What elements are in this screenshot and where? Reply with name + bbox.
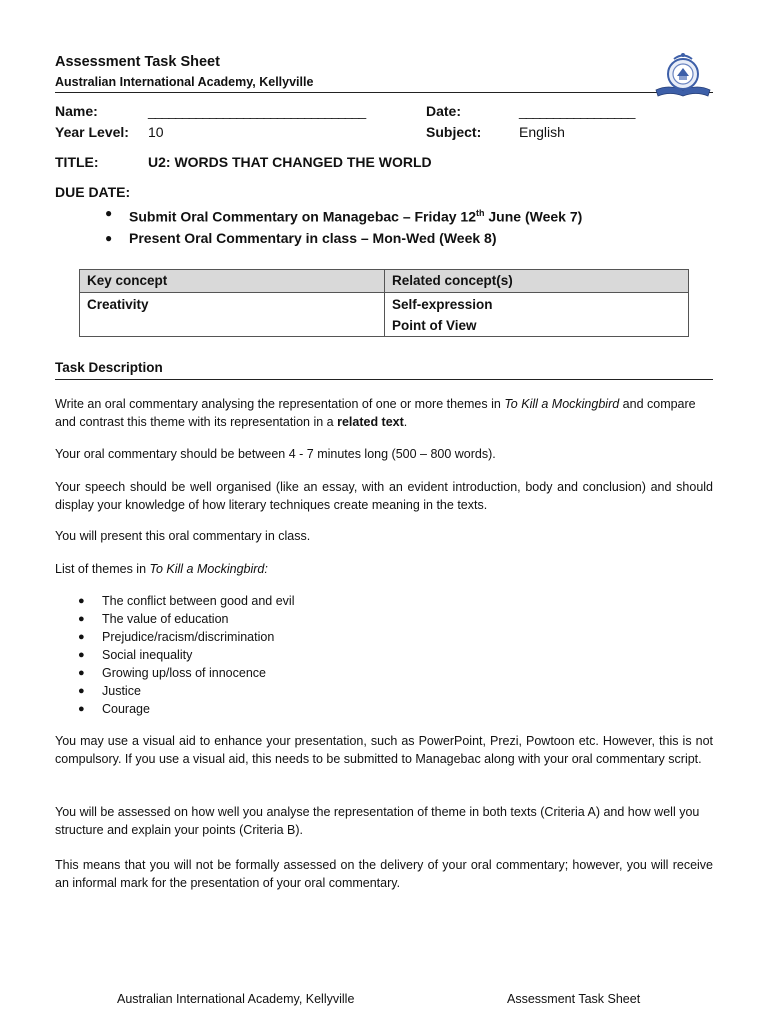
due-item-present: ● Present Oral Commentary in class – Mon-Wed (Week 8) xyxy=(103,228,582,250)
list-item: ● Prejudice/racism/discrimination xyxy=(78,628,295,646)
due-date-label: DUE DATE: xyxy=(55,184,131,200)
list-item: ● Social inequality xyxy=(78,646,295,664)
paragraph-delivery: This means that you will not be formally assessed on the delivery of your oral commentary; however, you will receive an informal mark for the presentation of your oral commentary. xyxy=(55,858,713,890)
subject-label: Subject: xyxy=(426,124,482,140)
paragraph-structure: Your speech should be well organised (like an essay, with an evident introduction, body and conclusion) and should display your knowledge of how literary techniques create meaning in the texts. xyxy=(55,480,713,512)
footer-title: Assessment Task Sheet xyxy=(507,992,641,1006)
concepts-table xyxy=(79,269,689,337)
key-concept-cell: Creativity xyxy=(80,293,385,337)
due-date-list xyxy=(103,203,582,250)
themes-list xyxy=(78,592,295,718)
year-level-value: 10 xyxy=(148,124,164,140)
title-label: TITLE: xyxy=(55,154,99,170)
school-name: Australian International Academy, Kellyville xyxy=(55,75,314,89)
paragraph-present: You will present this oral commentary in class. xyxy=(55,529,311,543)
footer-school: Australian International Academy, Kellyville xyxy=(117,992,355,1006)
year-level-label: Year Level: xyxy=(55,124,129,140)
table-row xyxy=(80,293,689,337)
date-label: Date: xyxy=(426,103,462,119)
list-item: ● Growing up/loss of innocence xyxy=(78,664,295,682)
related-concept: Point of View xyxy=(392,318,477,333)
paragraph-visual-aid: You may use a visual aid to enhance your presentation, such as PowerPoint, Prezi, Powtoon etc. However, this is not compulsory. If you use a visual aid, this needs to be submitted to Managebac along with your oral commentary script. xyxy=(55,734,713,766)
subject-value: English xyxy=(519,124,565,140)
task-description-heading: Task Description xyxy=(55,360,163,375)
date-blank: _________________ xyxy=(519,103,635,119)
key-concept-header: Key concept xyxy=(80,270,385,293)
paragraph-length: Your oral commentary should be between 4 - 7 minutes long (500 – 800 words). xyxy=(55,447,496,461)
list-item: ● The conflict between good and evil xyxy=(78,592,295,610)
task-description-divider xyxy=(55,379,713,380)
due-item-submit: ● Submit Oral Commentary on Managebac – Friday 12th June (Week 7) xyxy=(103,203,582,228)
document-title: Assessment Task Sheet xyxy=(55,54,220,70)
list-item: ● The value of education xyxy=(78,610,295,628)
list-item: ● Justice xyxy=(78,682,295,700)
list-item: ● Courage xyxy=(78,700,295,718)
header-divider xyxy=(55,92,713,93)
school-crest-icon xyxy=(654,50,712,100)
name-blank: ________________________________ xyxy=(148,103,366,119)
paragraph-assessment: You will be assessed on how well you analyse the representation of theme in both texts (Criteria A) and how well you structure and explain your points (Criteria B). xyxy=(55,805,700,837)
related-concept: Self-expression xyxy=(392,297,493,312)
related-concepts-cell xyxy=(385,293,689,337)
themes-intro: List of themes in To Kill a Mockingbird: xyxy=(55,562,268,576)
name-label: Name: xyxy=(55,103,98,119)
related-concepts-header: Related concept(s) xyxy=(385,270,689,293)
paragraph-intro: Write an oral commentary analysing the representation of one or more themes in To Kill a Mockingbird and compare and contrast this theme with its representation in a related text. xyxy=(55,397,696,429)
title-value: U2: WORDS THAT CHANGED THE WORLD xyxy=(148,154,432,170)
